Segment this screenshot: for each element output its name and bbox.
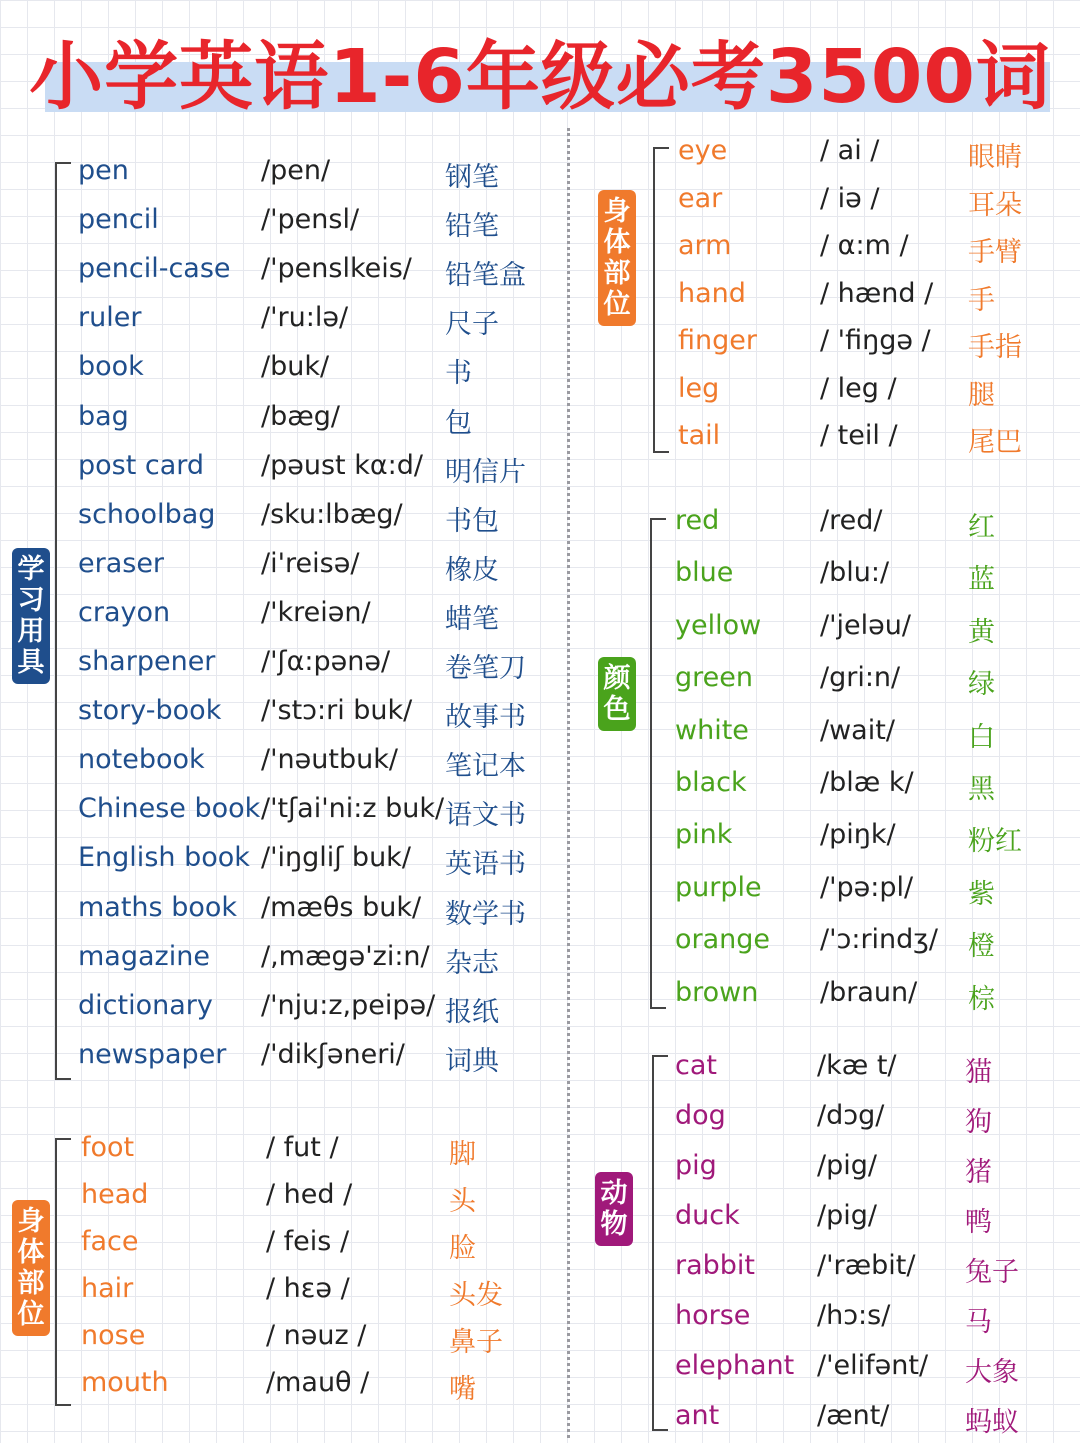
chinese-meaning: 黑 [968, 774, 995, 805]
phonetic: /'stɔ:ri buk/ [261, 695, 413, 727]
phonetic: /pəust kα:d/ [261, 449, 423, 481]
phonetic: / nəuz / [266, 1320, 367, 1351]
chinese-meaning: 手 [968, 284, 995, 316]
english-word: dog [675, 1100, 726, 1131]
section-bracket [55, 162, 71, 1080]
phonetic: / hɛə / [266, 1273, 350, 1304]
chinese-meaning: 腿 [968, 379, 995, 411]
english-word: face [81, 1226, 139, 1257]
phonetic: /'tʃai'ni:z buk/ [261, 793, 445, 825]
phonetic: /piŋk/ [820, 819, 896, 851]
english-word: rabbit [675, 1250, 756, 1281]
chinese-meaning: 词典 [445, 1045, 499, 1077]
phonetic: / hænd / [820, 277, 934, 309]
english-word: mouth [81, 1367, 169, 1398]
phonetic: /sku:lbæg/ [261, 498, 403, 530]
english-word: horse [675, 1300, 751, 1331]
phonetic: /buk/ [261, 351, 330, 383]
english-word: post card [78, 449, 205, 481]
english-word: ruler [78, 302, 142, 334]
chinese-meaning: 黄 [968, 616, 995, 648]
english-word: Chinese book [78, 793, 261, 825]
chinese-meaning: 手指 [968, 332, 1022, 363]
english-word: story-book [78, 695, 222, 727]
phonetic: /blu:/ [820, 557, 890, 589]
chinese-meaning: 包 [445, 407, 472, 439]
english-word: bag [78, 400, 129, 432]
chinese-meaning: 明信片 [445, 456, 526, 488]
section-bracket [653, 147, 669, 453]
chinese-meaning: 尺子 [445, 309, 499, 341]
english-word: duck [675, 1200, 740, 1231]
phonetic: /'ræbit/ [817, 1250, 916, 1281]
phonetic: /'ɔ:rindʒ/ [820, 924, 938, 956]
chinese-meaning: 猫 [965, 1057, 992, 1088]
phonetic: /pen/ [261, 155, 331, 186]
chinese-meaning: 猪 [965, 1157, 992, 1188]
english-word: pencil [78, 204, 159, 236]
chinese-meaning: 铅笔 [445, 211, 499, 243]
english-word: dictionary [78, 989, 213, 1021]
english-word: magazine [78, 940, 210, 972]
chinese-meaning: 鸭 [965, 1207, 992, 1238]
chinese-meaning: 紫 [968, 878, 995, 910]
english-word: notebook [78, 744, 205, 776]
phonetic: /'iŋgliʃ buk/ [261, 842, 411, 874]
chinese-meaning: 脸 [449, 1233, 476, 1264]
english-word: black [675, 767, 747, 798]
english-word: white [675, 714, 749, 746]
phonetic: /hɔ:s/ [817, 1300, 891, 1331]
section-tag: 学 习 用 具 [12, 548, 50, 684]
chinese-meaning: 数学书 [445, 898, 526, 930]
chinese-meaning: 杂志 [445, 947, 499, 979]
phonetic: /'nəutbuk/ [261, 744, 398, 776]
chinese-meaning: 语文书 [445, 800, 526, 832]
english-word: orange [675, 924, 771, 956]
section-bracket [650, 518, 666, 1009]
phonetic: /braun/ [820, 976, 918, 1008]
phonetic: / teil / [820, 420, 898, 451]
english-word: tail [678, 420, 721, 451]
chinese-meaning: 蜡笔 [445, 603, 499, 635]
english-word: crayon [78, 596, 171, 628]
phonetic: / iə / [820, 182, 880, 214]
chinese-meaning: 棕 [968, 983, 995, 1015]
chinese-meaning: 绿 [968, 669, 995, 701]
english-word: red [675, 505, 720, 536]
english-word: pig [675, 1150, 717, 1181]
english-word: leg [678, 372, 720, 404]
phonetic: /'ʃα:pənə/ [261, 646, 391, 677]
english-word: hand [678, 277, 746, 309]
phonetic: /blæ k/ [820, 767, 914, 798]
chinese-meaning: 卷笔刀 [445, 653, 526, 684]
phonetic: /dɔg/ [817, 1100, 885, 1131]
chinese-meaning: 橙 [968, 931, 995, 963]
section-tag: 身 体 部 位 [598, 190, 636, 326]
phonetic: / feis / [266, 1226, 350, 1257]
english-word: book [78, 351, 144, 383]
phonetic: / leg / [820, 372, 897, 404]
chinese-meaning: 手臂 [968, 237, 1022, 268]
page-title: 小学英语1-6年级必考3500词 [29, 34, 1051, 120]
english-word: yellow [675, 609, 762, 641]
phonetic: /,mægə'zi:n/ [261, 940, 430, 972]
chinese-meaning: 蓝 [968, 564, 995, 596]
english-word: schoolbag [78, 498, 216, 530]
phonetic: /'kreiən/ [261, 596, 371, 628]
section-bracket [652, 1055, 668, 1431]
english-word: purple [675, 871, 762, 903]
english-word: hair [81, 1273, 134, 1304]
phonetic: /mauθ / [266, 1367, 370, 1398]
chinese-meaning: 钢笔 [445, 162, 499, 193]
chinese-meaning: 鼻子 [449, 1327, 503, 1358]
english-word: sharpener [78, 646, 216, 677]
phonetic: /ænt/ [817, 1400, 890, 1431]
phonetic: /gri:n/ [820, 662, 901, 694]
phonetic: /mæθs buk/ [261, 891, 422, 923]
english-word: finger [678, 325, 757, 356]
english-word: blue [675, 557, 734, 589]
chinese-meaning: 红 [968, 512, 995, 543]
chinese-meaning: 粉红 [968, 826, 1022, 858]
phonetic: /bæg/ [261, 400, 340, 432]
english-word: newspaper [78, 1038, 227, 1070]
phonetic: /wait/ [820, 714, 895, 746]
chinese-meaning: 英语书 [445, 849, 526, 881]
english-word: elephant [675, 1350, 795, 1381]
english-word: head [81, 1179, 149, 1210]
chinese-meaning: 脚 [449, 1139, 476, 1170]
chinese-meaning: 铅笔盒 [445, 260, 526, 292]
chinese-meaning: 书 [445, 358, 472, 390]
english-word: pen [78, 155, 129, 186]
chinese-meaning: 狗 [965, 1107, 992, 1138]
chinese-meaning: 笔记本 [445, 751, 526, 783]
phonetic: /'dikʃəneri/ [261, 1038, 405, 1070]
header [0, 10, 1080, 120]
phonetic: /'pə:pl/ [820, 871, 914, 903]
phonetic: / ai / [820, 135, 880, 166]
chinese-meaning: 耳朵 [968, 189, 1022, 221]
phonetic: /'elifənt/ [817, 1350, 929, 1381]
phonetic: /'jeləu/ [820, 609, 911, 641]
english-word: maths book [78, 891, 238, 923]
chinese-meaning: 故事书 [445, 702, 526, 734]
english-word: arm [678, 230, 732, 261]
section-bracket [55, 1138, 71, 1406]
chinese-meaning: 尾巴 [968, 427, 1022, 458]
english-word: eye [678, 135, 728, 166]
section-tag: 颜 色 [598, 657, 636, 731]
english-word: eraser [78, 547, 165, 579]
chinese-meaning: 头发 [449, 1280, 503, 1311]
chinese-meaning: 马 [965, 1307, 992, 1338]
phonetic: / 'fiŋgə / [820, 325, 931, 356]
chinese-meaning: 报纸 [445, 996, 499, 1028]
phonetic: / hed / [266, 1179, 353, 1210]
section-tag: 动 物 [595, 1172, 633, 1246]
english-word: pink [675, 819, 733, 851]
english-word: green [675, 662, 753, 694]
chinese-meaning: 橡皮 [445, 554, 499, 586]
phonetic: /pig/ [817, 1150, 877, 1181]
phonetic: /pig/ [817, 1200, 877, 1231]
phonetic: /red/ [820, 505, 883, 536]
english-word: ear [678, 182, 723, 214]
english-word: pencil-case [78, 253, 231, 285]
phonetic: /'penslkeis/ [261, 253, 412, 285]
chinese-meaning: 头 [449, 1186, 476, 1217]
chinese-meaning: 白 [968, 721, 995, 753]
english-word: foot [81, 1132, 135, 1163]
phonetic: /kæ t/ [817, 1050, 897, 1081]
chinese-meaning: 书包 [445, 505, 499, 537]
english-word: nose [81, 1320, 146, 1351]
english-word: brown [675, 976, 759, 1008]
chinese-meaning: 眼睛 [968, 142, 1022, 173]
chinese-meaning: 大象 [965, 1357, 1019, 1388]
english-word: ant [675, 1400, 720, 1431]
phonetic: /'ru:lə/ [261, 302, 349, 334]
english-word: cat [675, 1050, 717, 1081]
chinese-meaning: 蚂蚁 [965, 1407, 1019, 1438]
column-divider [567, 128, 570, 1438]
phonetic: /i'reisə/ [261, 547, 360, 579]
section-tag: 身 体 部 位 [12, 1200, 50, 1336]
phonetic: /'nju:z,peipə/ [261, 989, 436, 1021]
phonetic: / fut / [266, 1132, 339, 1163]
chinese-meaning: 兔子 [965, 1257, 1019, 1288]
phonetic: / α:m / [820, 230, 909, 261]
chinese-meaning: 嘴 [449, 1374, 476, 1405]
english-word: English book [78, 842, 250, 874]
phonetic: /'pensl/ [261, 204, 360, 236]
